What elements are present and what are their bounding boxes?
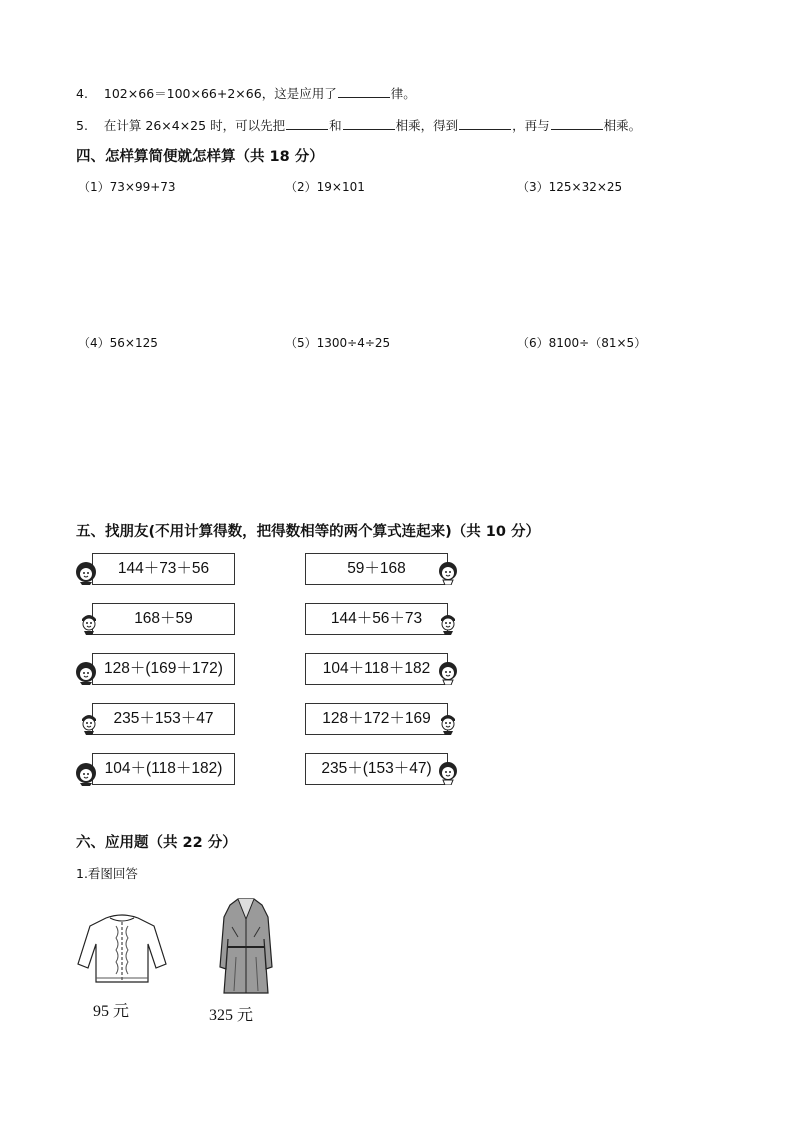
left-expression-box[interactable]: 168＋59 <box>92 603 235 635</box>
answer-blank-3[interactable] <box>459 117 511 130</box>
question-5 <box>76 116 641 134</box>
question-number: 4. <box>76 86 88 101</box>
section-6-title: 六、应用题（共 22 分） <box>76 835 237 851</box>
girl-face-icon <box>437 661 459 685</box>
question-4 <box>76 84 416 102</box>
answer-blank[interactable] <box>338 85 390 98</box>
answer-blank-1[interactable] <box>286 117 328 130</box>
left-expression-box[interactable]: 128＋(169＋172) <box>92 653 235 685</box>
left-expression-box[interactable]: 235＋153＋47 <box>92 703 235 735</box>
answer-blank-4[interactable] <box>551 117 603 130</box>
question-text: 在计算 26×4×25 时，可以先把 <box>103 118 286 133</box>
calc-problem-1: （1）73×99+73 <box>78 180 176 194</box>
calc-problem-3: （3）125×32×25 <box>517 180 623 194</box>
girl-face-icon <box>437 761 459 785</box>
question-number: 5. <box>76 118 88 133</box>
girl-face-icon <box>75 661 97 685</box>
left-expression-box[interactable]: 104＋(118＋182) <box>92 753 235 785</box>
girl-face-icon <box>75 561 97 585</box>
question-text-end: 律。 <box>390 86 416 101</box>
boy-face-icon <box>78 611 100 635</box>
left-expression-box[interactable]: 144＋73＋56 <box>92 553 235 585</box>
question-text: 相乘，得到 <box>395 118 459 133</box>
calc-problem-6: （6）8100÷（81×5） <box>517 336 647 350</box>
right-expression-box[interactable]: 128＋172＋169 <box>305 703 448 735</box>
right-expression-box[interactable]: 59＋168 <box>305 553 448 585</box>
question-text: 和 <box>329 118 342 133</box>
question-text: 相乘。 <box>603 118 642 133</box>
coat-price: 325 元 <box>209 1007 254 1024</box>
calc-problem-5: （5）1300÷4÷25 <box>285 336 391 350</box>
right-expression-box[interactable]: 235＋(153＋47) <box>305 753 448 785</box>
sweater-picture <box>76 912 168 984</box>
calc-problem-2: （2）19×101 <box>285 180 365 194</box>
boy-face-icon <box>78 711 100 735</box>
right-expression-box[interactable]: 104＋118＋182 <box>305 653 448 685</box>
section-4-title: 四、怎样算简便就怎样算（共 18 分） <box>76 149 324 165</box>
question-text: ，再与 <box>512 118 550 133</box>
calc-problem-4: （4）56×125 <box>78 336 158 350</box>
coat-picture <box>218 897 274 997</box>
girl-face-icon <box>75 762 97 786</box>
boy-face-icon <box>437 711 459 735</box>
question-text: 102×66＝100×66+2×66，这是应用了 <box>103 86 337 101</box>
girl-face-icon <box>437 561 459 585</box>
sweater-price: 95 元 <box>93 1003 130 1020</box>
right-expression-box[interactable]: 144＋56＋73 <box>305 603 448 635</box>
section-5-title: 五、找朋友(不用计算得数，把得数相等的两个算式连起来)（共 10 分） <box>76 524 541 540</box>
answer-blank-2[interactable] <box>343 117 395 130</box>
question-1-label: 1.看图回答 <box>76 866 138 881</box>
boy-face-icon <box>437 611 459 635</box>
